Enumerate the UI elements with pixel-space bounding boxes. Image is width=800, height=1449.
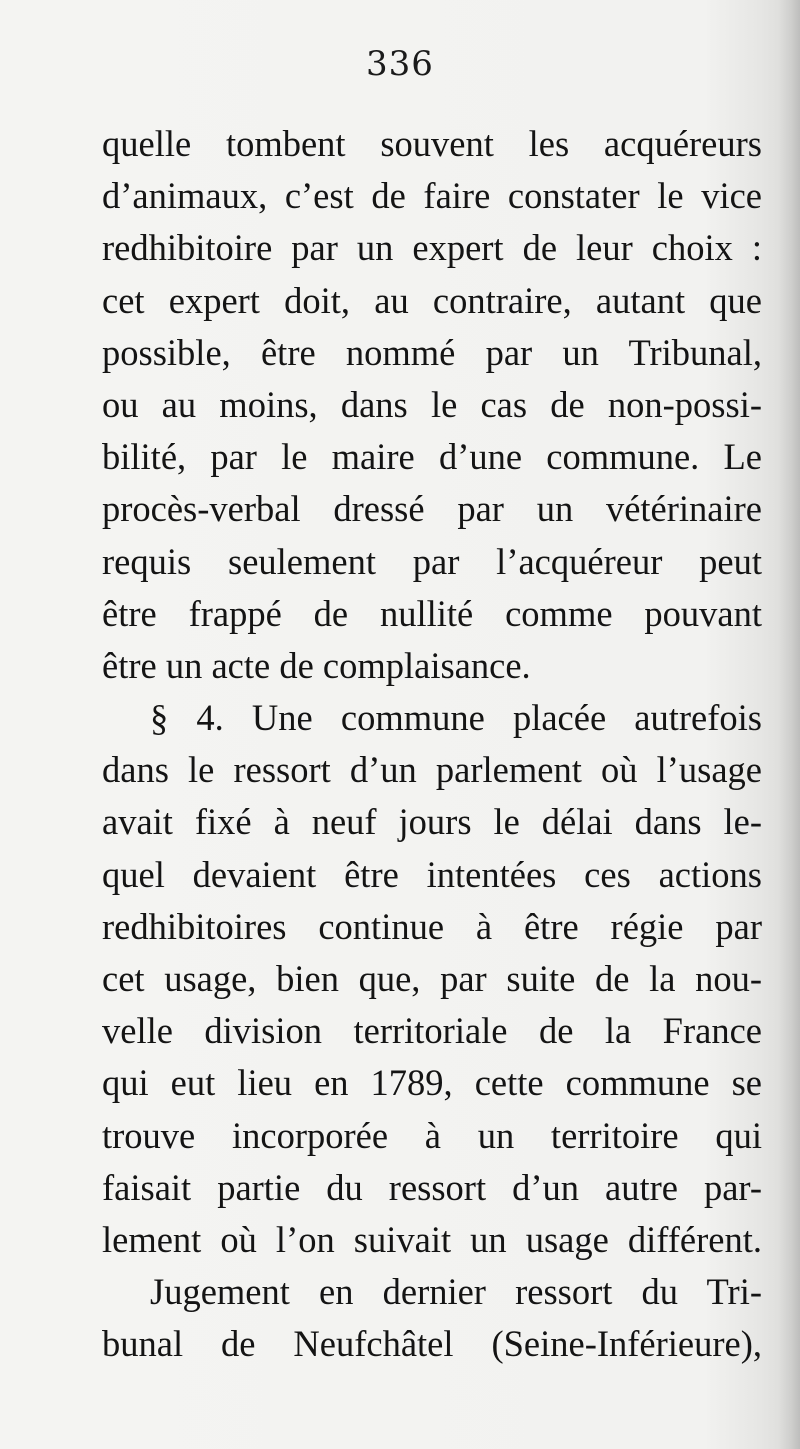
text-line: velle division territoriale de la France xyxy=(102,1010,762,1052)
text-line: qui eut lieu en 1789, cette commune se xyxy=(102,1062,762,1104)
text-line: d’animaux, c’est de faire constater le vice xyxy=(102,175,762,217)
text-line: ou au moins, dans le cas de non-possi- xyxy=(102,383,762,425)
text-line: redhibitoires continue à être régie par xyxy=(102,905,762,947)
page-number: 336 xyxy=(366,44,434,84)
text-line: Jugement en dernier ressort du Tri- xyxy=(150,1271,762,1313)
text-line: bilité, par le maire d’une commune. Le xyxy=(102,436,762,478)
text-line: redhibitoire par un expert de leur choix : xyxy=(102,227,762,269)
body-text xyxy=(102,118,762,1371)
section-heading-line: § 4. Une commune placée autrefois xyxy=(150,697,762,739)
text-line: bunal de Neufchâtel (Seine-Inférieure), xyxy=(102,1323,762,1365)
text-line: quelle tombent souvent les acquéreurs xyxy=(102,123,762,164)
text-line: quel devaient être intentées ces actions xyxy=(102,853,762,895)
text-line: dans le ressort d’un parlement où l’usage xyxy=(102,749,762,791)
text-line: cet expert doit, au contraire, autant que xyxy=(102,279,762,321)
text-line: cet usage, bien que, par suite de la nou- xyxy=(102,958,762,999)
text-line: procès-verbal dressé par un vétérinaire xyxy=(102,488,762,530)
text-line: avait fixé à neuf jours le délai dans le- xyxy=(102,801,762,843)
text-line: faisait partie du ressort d’un autre par- xyxy=(102,1166,762,1208)
text-line: lement où l’on suivait un usage différent. xyxy=(102,1218,762,1260)
text-line: être frappé de nullité comme pouvant xyxy=(102,592,762,634)
text-line: trouve incorporée à un territoire qui xyxy=(102,1114,762,1156)
text-line: être un acte de complaisance. xyxy=(102,644,531,686)
page-edge-shadow xyxy=(778,0,800,1449)
text-line: requis seulement par l’acquéreur peut xyxy=(102,540,762,582)
text-line: possible, être nommé par un Tribunal, xyxy=(102,331,762,373)
